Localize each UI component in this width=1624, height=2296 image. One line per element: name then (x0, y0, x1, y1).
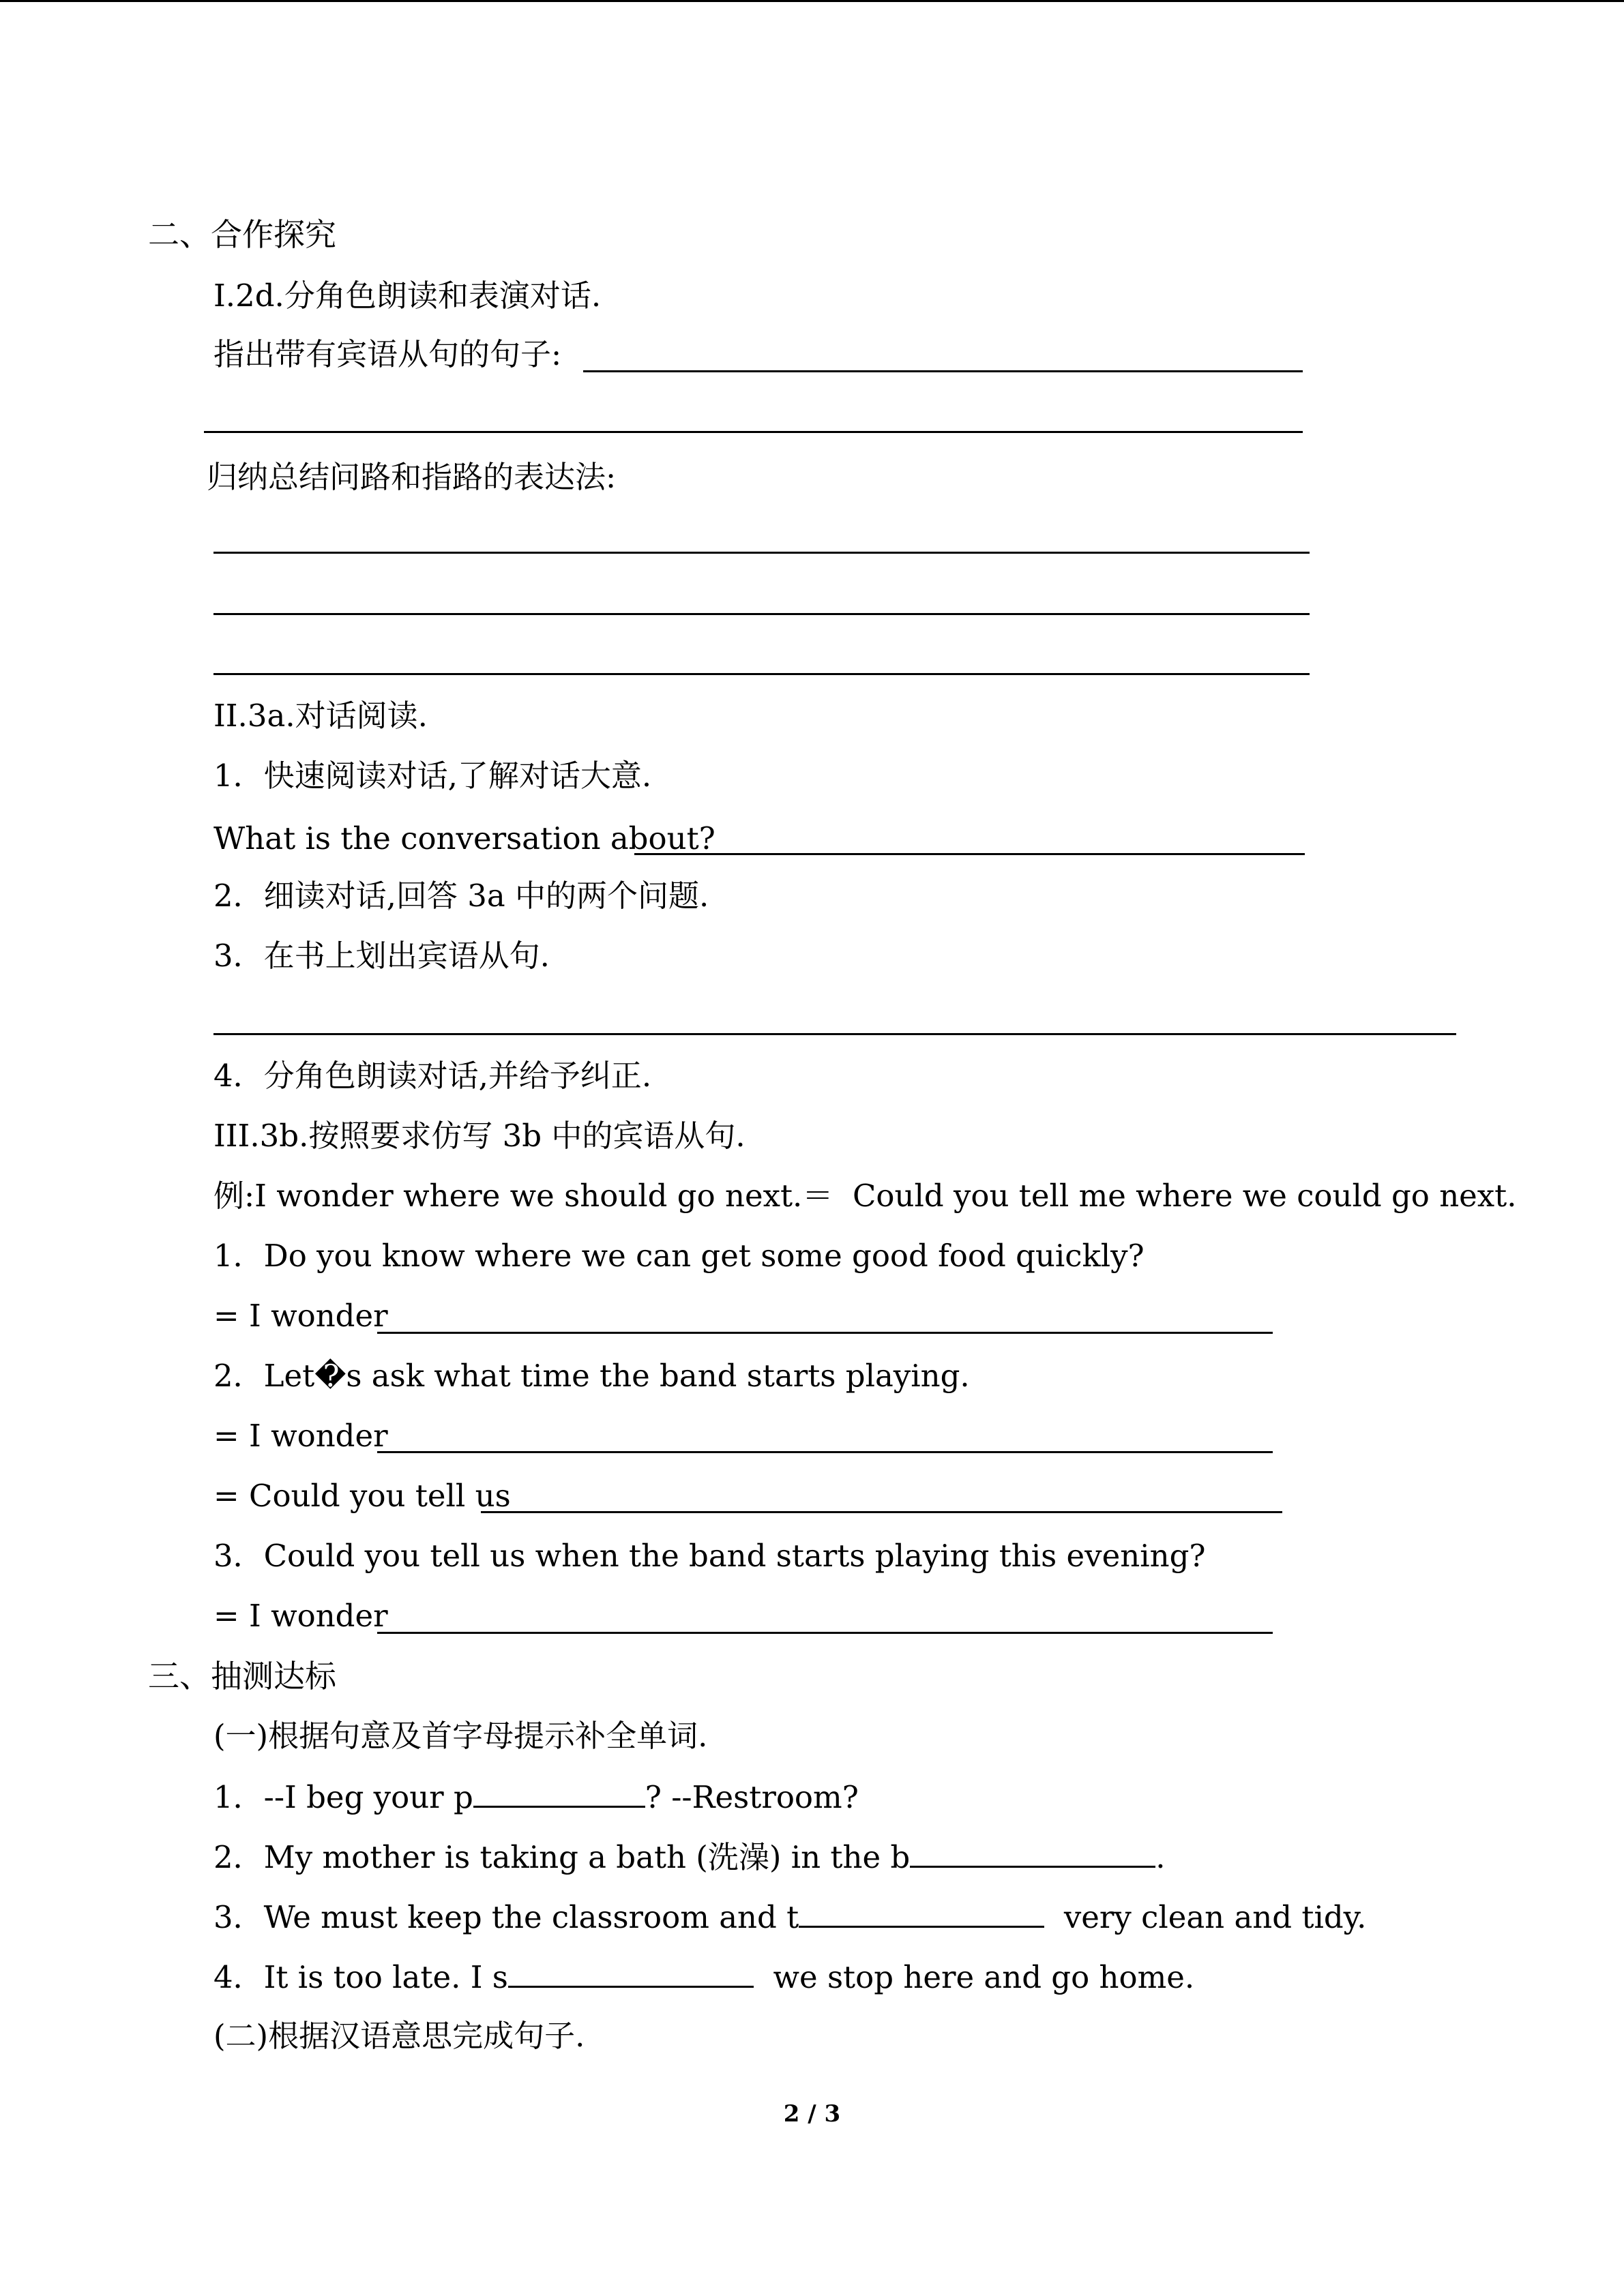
section3-sub2-title: (二)根据汉语意思完成句子. (213, 2018, 585, 2054)
fill-blank-4[interactable] (508, 1956, 754, 1988)
part2-title: II.3a.对话阅读. (213, 698, 428, 734)
section-heading-test: 三、抽测达标 (148, 1658, 336, 1695)
fill-item-2: 2．My mother is taking a bath (洗澡) in the b . (213, 1836, 1166, 1878)
answer-line[interactable] (377, 1451, 1273, 1453)
answer-line[interactable] (213, 613, 1310, 615)
part2-item-1: 1．快速阅读对话,了解对话大意. (213, 758, 652, 794)
fill-blank-2[interactable] (910, 1836, 1155, 1868)
part1-prompt-object-clause: 指出带有宾语从句的句子: (213, 336, 562, 372)
fill-item-3: 3．We must keep the classroom and t very clean and tidy. (213, 1896, 1366, 1938)
part3-q1-prefix: = I wonder (213, 1298, 388, 1334)
fill-blank-3[interactable] (799, 1896, 1044, 1928)
answer-line[interactable] (213, 552, 1310, 554)
page-top-rule (0, 0, 1624, 2)
part3-question-1: 1．Do you know where we can get some good food quickly? (213, 1238, 1145, 1274)
fill-item-1: 1．--I beg your p ? --Restroom? (213, 1776, 859, 1818)
part2-question: What is the conversation about? (213, 820, 715, 856)
part3-title: III.3b.按照要求仿写 3b 中的宾语从句. (213, 1118, 745, 1154)
section-heading-cooperation: 二、合作探究 (148, 216, 336, 253)
part3-question-3: 3．Could you tell us when the band starts playing this evening? (213, 1538, 1206, 1574)
answer-line[interactable] (634, 853, 1305, 855)
part2-item-4: 4．分角色朗读对话,并给予纠正. (213, 1058, 652, 1094)
answer-line[interactable] (377, 1632, 1273, 1634)
answer-line[interactable] (583, 370, 1303, 372)
part2-item-3: 3．在书上划出宾语从句. (213, 938, 550, 974)
part1-title: I.2d.分角色朗读和表演对话. (213, 278, 602, 314)
fill-item-4: 4．It is too late. I s we stop here and go home. (213, 1956, 1194, 1998)
fill-blank-1[interactable] (473, 1776, 645, 1808)
page-number: 2 / 3 (783, 2100, 841, 2128)
answer-line[interactable] (377, 1332, 1273, 1334)
part3-q2-prefix-1: = I wonder (213, 1418, 388, 1454)
part3-q3-prefix: = I wonder (213, 1598, 388, 1634)
part3-question-2: 2．Let�s ask what time the band starts playing. (213, 1358, 970, 1394)
answer-line[interactable] (213, 1033, 1456, 1035)
part2-item-2: 2．细读对话,回答 3a 中的两个问题. (213, 878, 709, 914)
answer-line[interactable] (481, 1511, 1282, 1513)
answer-line[interactable] (213, 673, 1310, 675)
section3-sub1-title: (一)根据句意及首字母提示补全单词. (213, 1718, 708, 1754)
answer-line[interactable] (204, 431, 1303, 433)
part3-example: 例:I wonder where we should go next.＝ Could you tell me where we could go next. (213, 1178, 1517, 1214)
part1-prompt-directions: 归纳总结问路和指路的表达法: (207, 459, 617, 495)
part3-q2-prefix-2: = Could you tell us (213, 1478, 511, 1514)
